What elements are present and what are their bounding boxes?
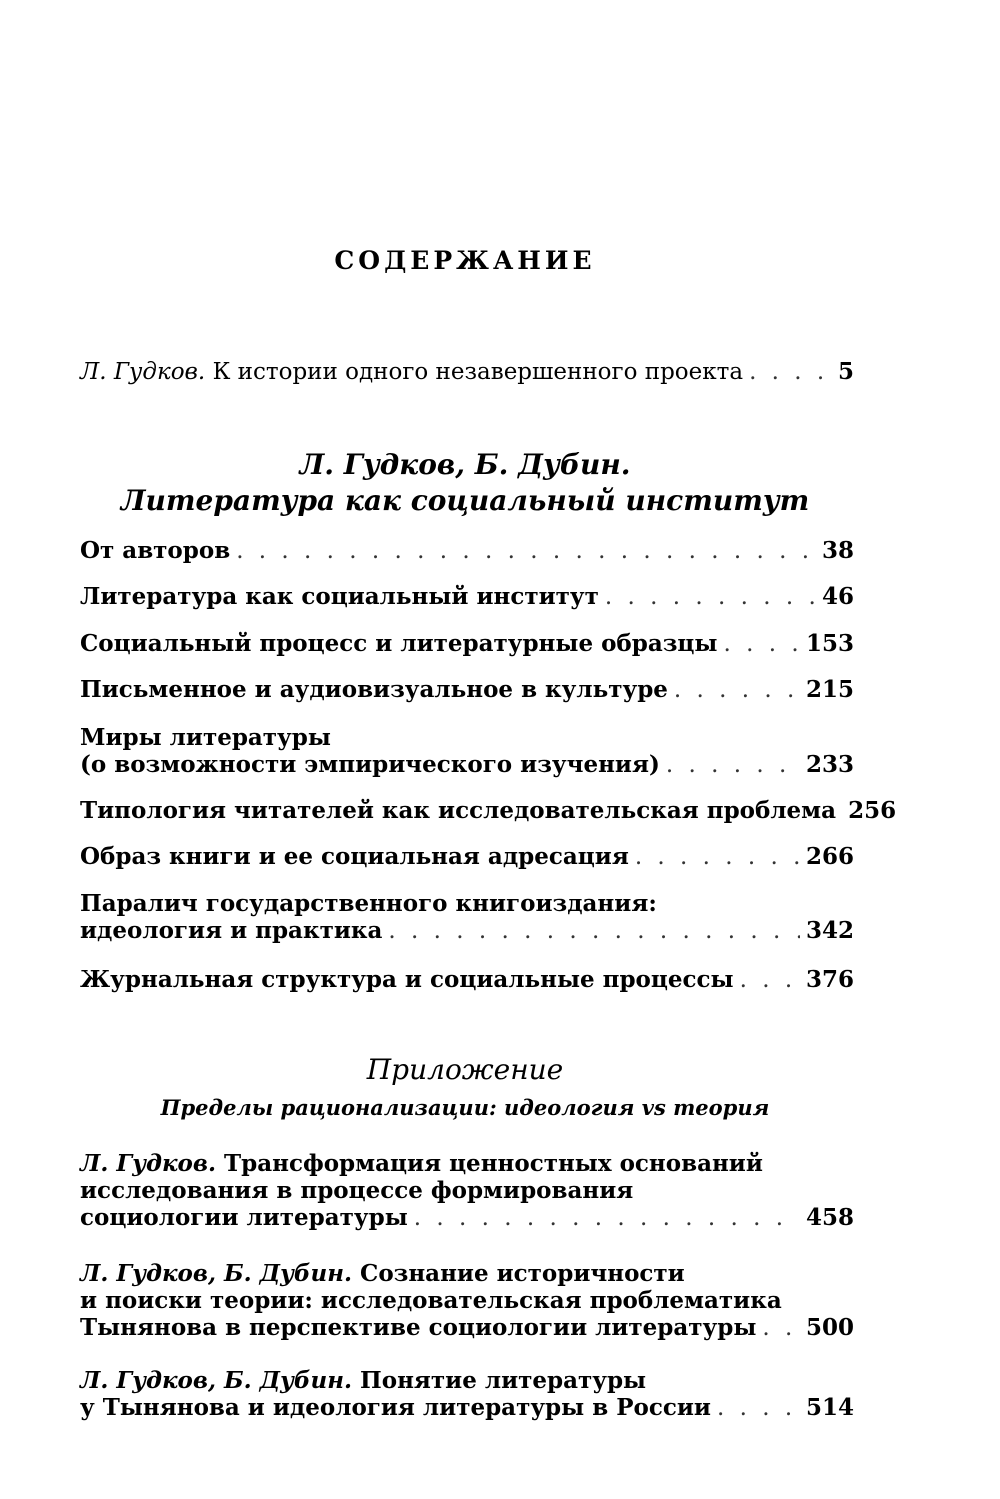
toc-entry bbox=[80, 630, 854, 658]
dot-leader bbox=[717, 1395, 800, 1422]
entry-title-line: и поиски теории: исследовательская проблематика bbox=[80, 1287, 782, 1314]
page-number: 215 bbox=[805, 676, 854, 703]
entry-title-line: социологии литературы bbox=[80, 1204, 408, 1231]
dot-leader bbox=[723, 631, 800, 658]
page-title: СОДЕРЖАНИЕ bbox=[334, 246, 596, 275]
toc-entry-intro bbox=[80, 358, 854, 386]
entry-author: Л. Гудков, Б. Дубин. bbox=[80, 1260, 352, 1287]
entry-title-line: Понятие литературы bbox=[360, 1367, 647, 1394]
toc-entry bbox=[80, 1260, 854, 1342]
entry-title: Журнальная структура и социальные процессы bbox=[80, 966, 734, 993]
entry-author: Л. Гудков. bbox=[80, 359, 206, 385]
toc-entry bbox=[80, 724, 854, 779]
page-number: 233 bbox=[805, 751, 854, 778]
dot-leader bbox=[740, 967, 800, 994]
entry-title-line: Сознание историчности bbox=[360, 1260, 685, 1287]
page-number: 38 bbox=[821, 537, 854, 564]
appendix-subtitle: Пределы рационализации: идеология vs теория bbox=[160, 1095, 770, 1120]
page-number: 5 bbox=[837, 358, 854, 385]
dot-leader bbox=[666, 752, 800, 779]
part1-title: Литература как социальный институт bbox=[120, 484, 810, 517]
part1-authors: Л. Гудков, Б. Дубин. bbox=[299, 448, 631, 481]
entry-author: Л. Гудков, Б. Дубин. bbox=[80, 1367, 352, 1394]
page-number: 153 bbox=[805, 630, 854, 657]
page-number: 342 bbox=[805, 917, 854, 944]
entry-title-line: идеология и практика bbox=[80, 917, 383, 944]
toc-entry bbox=[80, 797, 897, 825]
page-number: 458 bbox=[805, 1204, 854, 1231]
entry-title: К истории одного незавершенного проекта bbox=[212, 359, 744, 385]
entry-title-line: (о возможности эмпирического изучения) bbox=[80, 751, 660, 778]
entry-author: Л. Гудков. bbox=[80, 1150, 217, 1177]
entry-title-line: Паралич государственного книгоиздания: bbox=[80, 890, 657, 917]
dot-leader bbox=[749, 359, 832, 386]
entry-title-line: Тынянова в перспективе социологии литературы bbox=[80, 1314, 757, 1341]
page-number: 46 bbox=[821, 583, 854, 610]
dot-leader bbox=[762, 1315, 800, 1342]
dot-leader bbox=[388, 918, 800, 945]
entry-title: Типология читателей как исследовательская проблема bbox=[80, 797, 837, 824]
dot-leader bbox=[635, 844, 800, 871]
page-number: 256 bbox=[848, 797, 897, 824]
toc-entry bbox=[80, 583, 854, 611]
entry-title: Социальный процесс и литературные образцы bbox=[80, 630, 718, 657]
entry-title-line: Трансформация ценностных оснований bbox=[224, 1150, 763, 1177]
dot-leader bbox=[674, 677, 800, 704]
page-number: 514 bbox=[805, 1394, 854, 1421]
entry-title: От авторов bbox=[80, 537, 231, 564]
entry-title-line: Миры литературы bbox=[80, 724, 331, 751]
toc-entry bbox=[80, 676, 854, 704]
page-number: 266 bbox=[805, 843, 854, 870]
dot-leader bbox=[605, 584, 816, 611]
appendix-title: Приложение bbox=[366, 1053, 564, 1086]
dot-leader bbox=[236, 538, 816, 565]
toc-entry bbox=[80, 890, 854, 945]
entry-title-line: исследования в процессе формирования bbox=[80, 1177, 634, 1204]
toc-entry bbox=[80, 537, 854, 565]
page-number: 500 bbox=[805, 1314, 854, 1341]
toc-entry bbox=[80, 843, 854, 871]
toc-entry bbox=[80, 1150, 854, 1232]
toc-entry bbox=[80, 1367, 854, 1422]
entry-title-line: у Тынянова и идеология литературы в России bbox=[80, 1394, 711, 1421]
dot-leader bbox=[414, 1205, 800, 1232]
entry-title: Письменное и аудиовизуальное в культуре bbox=[80, 676, 668, 703]
toc-entry bbox=[80, 966, 854, 994]
page-number: 376 bbox=[805, 966, 854, 993]
entry-title: Литература как социальный институт bbox=[80, 583, 599, 610]
entry-title: Образ книги и ее социальная адресация bbox=[80, 843, 629, 870]
